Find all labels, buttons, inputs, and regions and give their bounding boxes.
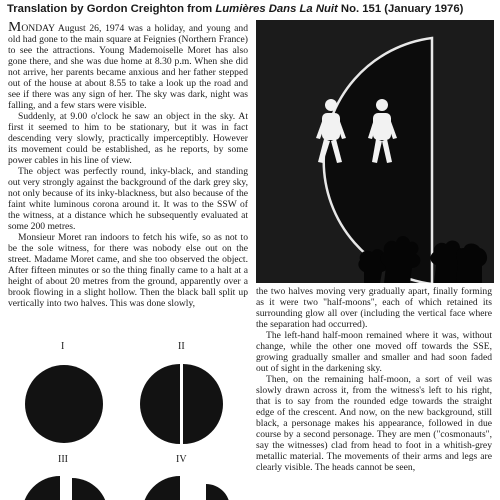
- phase-1-disc: [25, 365, 103, 443]
- phase-label-3: III: [58, 454, 68, 465]
- phase-label-4: IV: [176, 454, 187, 465]
- phase-label-2: II: [178, 341, 185, 352]
- phase-diagram: [0, 326, 252, 500]
- left-column: [8, 22, 248, 324]
- right-column: [256, 286, 492, 500]
- paragraph: Monsieur Moret ran indoors to fetch his wife, so as not to be the sole witness, for there was nobody else out on the street. Madame Moret came, and she too observed the object. After fifteen minutes or so the thing finally came to a halt at a height of about 20 metres from the ground, apparently over a brook flowing in a slight hollow. Then the black ball split up vertically into two halves. This was done slowly,: [8, 232, 248, 309]
- paragraph: MONDAY August 26, 1974 was a holiday, and young and old had gone to the main square at Feignies (Northern France) to see the attractions. Young Mademoiselle Moret has also gone there, and she was due home at 8.30 p.m. When she did not arrive, her parents became anxious and her father stepped out of the house at about 8.55 to take a look up the road and see if there was any sign of her. The sky was dark, night was falling, and a few stars were visible.: [8, 22, 248, 111]
- phase-2-disc: [140, 364, 223, 444]
- paragraph: The left-hand half-moon remained where it was, without change, while the other one moved off towards the SSE, growing gradually smaller and smaller and had soon faded out of sight in the darkening sky.: [256, 330, 492, 374]
- paragraph: Suddenly, at 9.00 o'clock he saw an object in the sky. At first it seemed to him to be stationary, but it was in fact descending very slowly, practically imperceptibly. However its movement could be established, as he reports, by some power cables in his line of view.: [8, 111, 248, 166]
- paragraph: the two halves moving very gradually apart, finally forming as it were two "half-moons", each of which retained its surrounding glow all over (including the vertical face where the separation had occurred).: [256, 286, 492, 330]
- issue-number: No. 151 (January 1976): [337, 3, 464, 15]
- phase-3-halves: [22, 476, 108, 500]
- phase-label-1: I: [61, 341, 65, 352]
- paragraph: Then, on the remaining half-moon, a sort of veil was slowly drawn across it, from the witness's left to his right, that is to say from the rounded edge towards the straight edge of the crescent. And now, on the new background, still black, a personage makes his appearance, followed in due course by a second personage. They are men ("cosmonauts", say the witnesses) clad from head to foot in a whitish-grey metallic material. The movements of their arms and legs are clearly visible. The heads cannot be seen,: [256, 374, 492, 473]
- drop-cap: M: [8, 22, 22, 35]
- cosmonauts-illustration: [256, 20, 494, 283]
- heading-prefix: Translation by Gordon Creighton from: [7, 3, 216, 15]
- phase-4-half: [142, 476, 230, 500]
- publication-title: Lumières Dans La Nuit: [215, 3, 338, 15]
- paragraph: The object was perfectly round, inky-black, and standing out very strongly against the background of the dark grey sky, not only because of its inky-blackness, but also because of the faint white luminous corona around it. It was to the SSW of the witness, at a distance which he subsequently evaluated at some 200 metres.: [8, 166, 248, 232]
- article-heading: [7, 3, 493, 16]
- illustration-art: [256, 20, 494, 283]
